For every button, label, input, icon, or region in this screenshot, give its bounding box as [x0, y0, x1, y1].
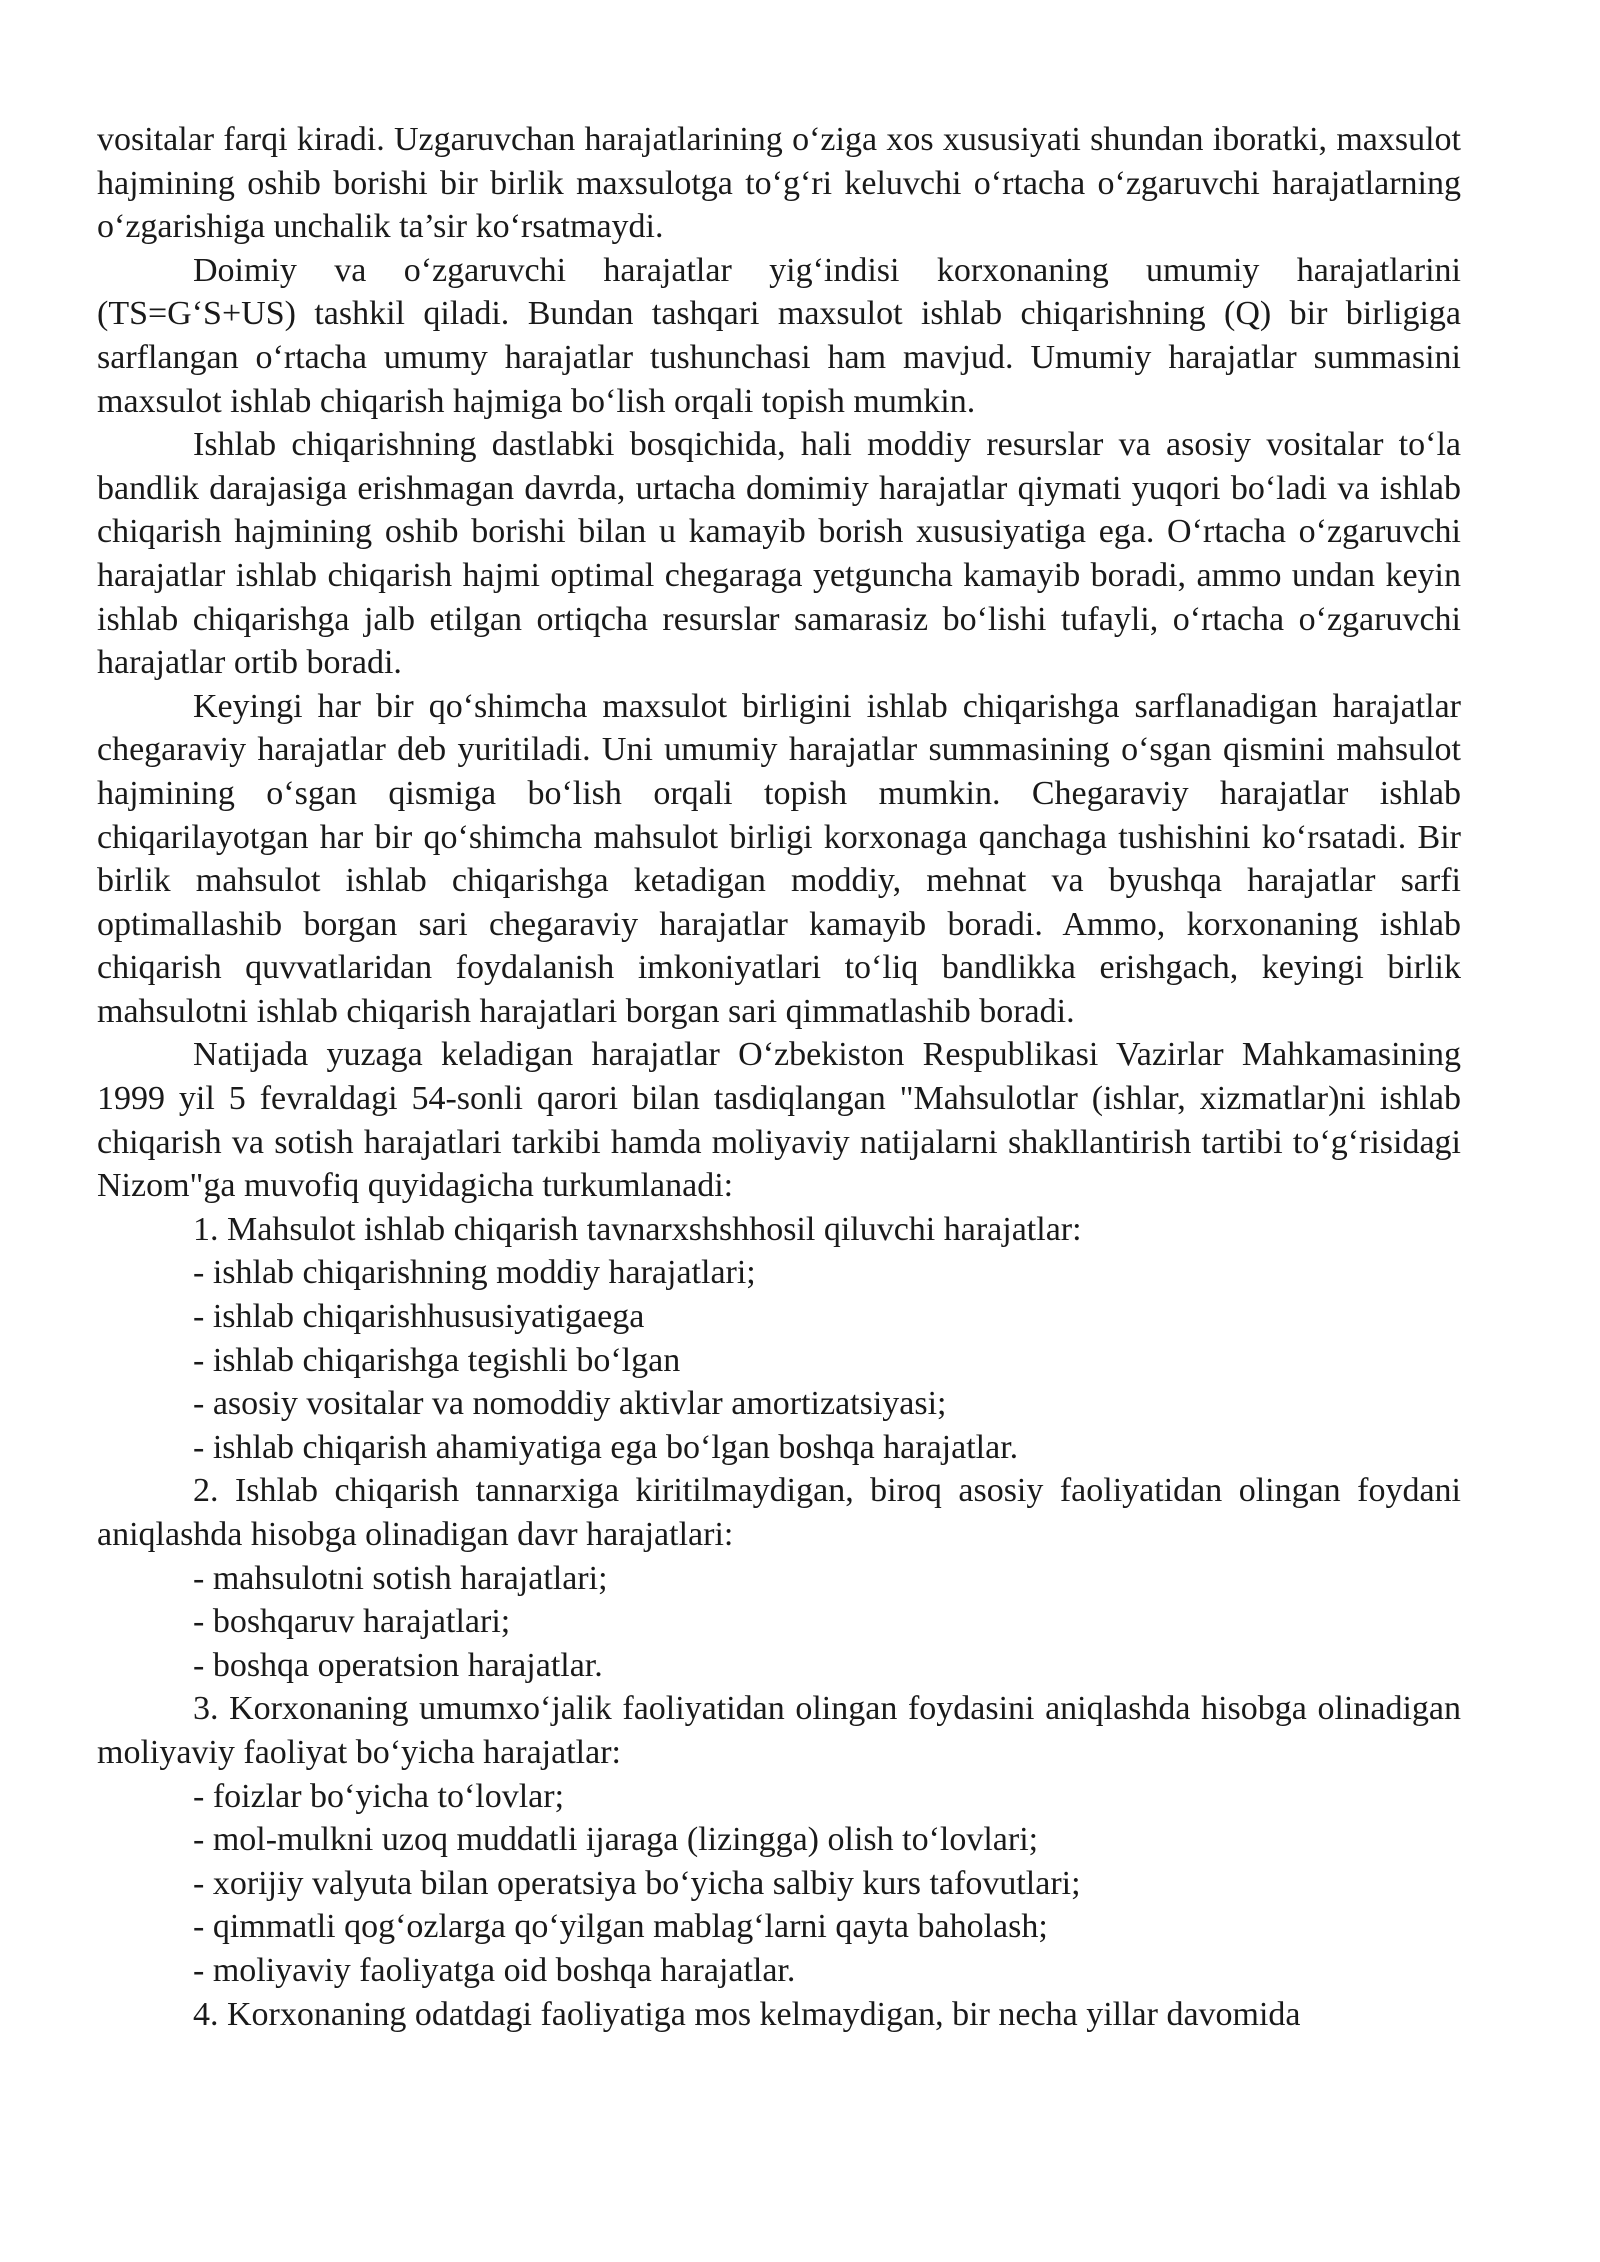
list-item: - asosiy vositalar va nomoddiy aktivlar amortizatsiyasi;	[193, 1385, 947, 1423]
list-item: - mahsulotni sotish harajatlari;	[193, 1559, 608, 1597]
list-heading-4: 4. Korxonaning odatdagi faoliyatiga mos kelmaydigan, bir necha yillar davomida	[193, 1995, 1301, 2033]
list-item: - boshqaruv harajatlari;	[193, 1603, 511, 1641]
list-heading-3: 3. Korxonaning umumxo‘jalik faoliyatidan olingan foydasini aniqlashda hisobga olinadigan moliyaviy faoliyat bo‘yicha harajatlar:	[97, 1690, 1461, 1771]
list-item: - ishlab chiqarishga tegishli bo‘lgan	[193, 1341, 681, 1379]
list-item: - xorijiy valyuta bilan operatsiya bo‘yicha salbiy kurs tafovutlari;	[193, 1864, 1081, 1902]
document-page	[97, 118, 1461, 2036]
list-item: - foizlar bo‘yicha to‘lovlar;	[193, 1777, 565, 1815]
list-item: - mol-mulkni uzoq muddatli ijaraga (lizingga) olish to‘lovlari;	[193, 1821, 1039, 1859]
list-item: - qimmatli qog‘ozlarga qo‘yilgan mablag‘larni qayta baholash;	[193, 1908, 1048, 1946]
paragraph-average-costs: Ishlab chiqarishning dastlabki bosqichida, hali moddiy resurslar va asosiy vositalar to‘la bandlik darajasiga erishmagan davrda, urtacha domimiy harajatlar qiymati yuqori bo‘ladi va ishlab chiqarish hajmining oshib borishi bilan u kamayib borish xususiyatiga ega. O‘rtacha o‘zgaruvchi harajatlar ishlab chiqarish hajmi optimal chegaraga yetguncha kamayib boradi, ammo undan keyin ishlab chiqarishga jalb etilgan ortiqcha resurslar samarasiz bo‘lishi tufayli, o‘rtacha o‘zgaruvchi harajatlar ortib boradi.	[97, 426, 1461, 682]
paragraph-variable-costs: vositalar farqi kiradi. Uzgaruvchan harajatlarining o‘ziga xos xususiyati shundan iboratki, maxsulot hajmining oshib borishi bir birlik maxsulotga to‘g‘ri keluvchi o‘rtacha o‘zgaruvchi harajatlarning o‘zgarishiga unchalik ta’sir ko‘rsatmaydi.	[97, 121, 1461, 246]
list-item: - boshqa operatsion harajatlar.	[193, 1646, 603, 1684]
list-item: - ishlab chiqarish ahamiyatiga ega bo‘lgan boshqa harajatlar.	[193, 1428, 1019, 1466]
list-item: - ishlab chiqarishning moddiy harajatlari;	[193, 1254, 756, 1292]
paragraph-marginal-costs: Keyingi har bir qo‘shimcha maxsulot birligini ishlab chiqarishga sarflanadigan harajatlar chegaraviy harajatlar deb yuritiladi. Uni umumiy harajatlar summasining o‘sgan qismini mahsulot hajmining o‘sgan qismiga bo‘lish orqali topish mumkin. Chegaraviy harajatlar ishlab chiqarilayotgan har bir qo‘shimcha mahsulot birligi korxonaga qanchaga tushishini ko‘rsatadi. Bir birlik mahsulot ishlab chiqarishga ketadigan moddiy, mehnat va byushqa harajatlar sarfi optimallashib borgan sari chegaraviy harajatlar kamayib boradi. Ammo, korxonaning ishlab chiqarish quvvatlaridan foydalanish imkoniyatlari to‘liq bandlikka erishgach, keyingi birlik mahsulotni ishlab chiqarish harajatlari borgan sari qimmatlashib boradi.	[97, 687, 1461, 1030]
list-heading-2: 2. Ishlab chiqarish tannarxiga kiritilmaydigan, biroq asosiy faoliyatidan olingan foydani aniqlashda hisobga olinadigan davr harajatlari:	[97, 1472, 1461, 1553]
list-item: - ishlab chiqarishhususiyatigaega	[193, 1298, 645, 1336]
list-heading-1: 1. Mahsulot ishlab chiqarish tavnarxshshhosil qiluvchi harajatlar:	[193, 1210, 1082, 1248]
paragraph-cost-classification: Natijada yuzaga keladigan harajatlar O‘zbekiston Respublikasi Vazirlar Mahkamasining 1999 yil 5 fevraldagi 54-sonli qarori bilan tasdiqlangan "Mahsulotlar (ishlar, xizmatlar)ni ishlab chiqarish va sotish harajatlari tarkibi hamda moliyaviy natijalarni shakllantirish tartibi to‘g‘risidagi Nizom"ga muvofiq quyidagicha turkumlanadi:	[97, 1036, 1461, 1205]
list-item: - moliyaviy faoliyatga oid boshqa harajatlar.	[193, 1951, 796, 1989]
paragraph-total-costs: Doimiy va o‘zgaruvchi harajatlar yig‘indisi korxonaning umumiy harajatlarini (TS=G‘S+US) tashkil qiladi. Bundan tashqari maxsulot ishlab chiqarishning (Q) bir birligiga sarflangan o‘rtacha umumy harajatlar tushunchasi ham mavjud. Umumiy harajatlar summasini maxsulot ishlab chiqarish hajmiga bo‘lish orqali topish mumkin.	[97, 251, 1461, 420]
